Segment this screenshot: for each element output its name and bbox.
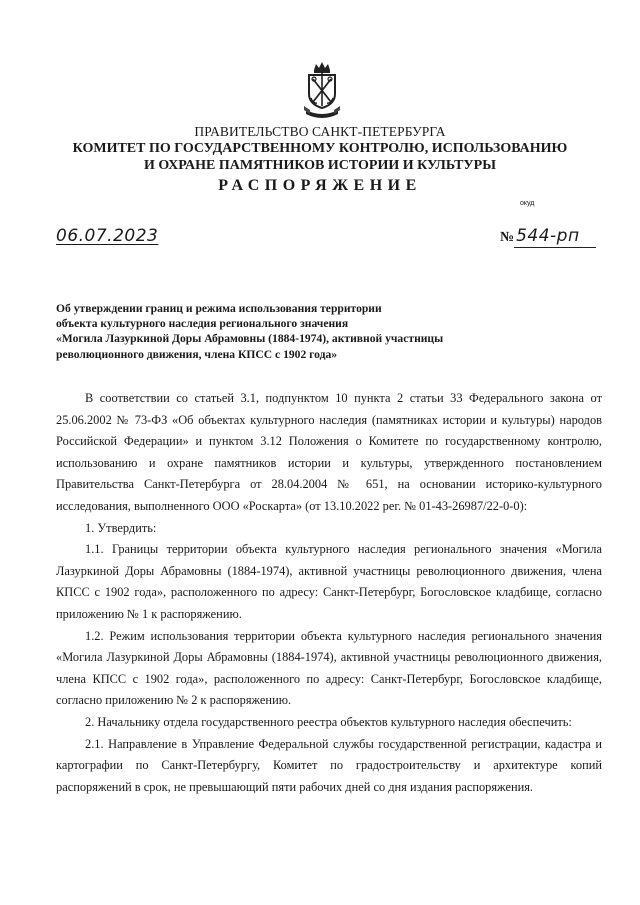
document-subject xyxy=(56,301,506,362)
okud-label: окуд xyxy=(520,200,535,207)
subject-line: объекта культурного наследия регионального значения xyxy=(56,317,349,331)
paragraph-preamble: В соответствии со статьей 3.1, подпунктом 10 пункта 2 статьи 33 Федерального закона от 25.06.2002 № 73-ФЗ «Об объектах культурного наследия (памятниках истории и культуры) народов Российской Федерации» и пунктом 3.12 Положения о Комитете по государственному контролю, использованию и охране памятников истории и культуры, утвержденного постановлением Правительства Санкт-Петербурга от 28.04.2004 № 651, на основании историко-культурного исследования, выполненного ООО «Роскарта» (от 13.10.2022 рег. № 01-43-26987/22-0-0): xyxy=(56,391,602,513)
paragraph-2: 2. Начальнику отдела государственного реестра объектов культурного наследия обеспечить: xyxy=(85,714,572,729)
document-date: 06.07.2023 xyxy=(56,226,159,246)
government-title: ПРАВИТЕЛЬСТВО САНКТ-ПЕТЕРБУРГА xyxy=(194,124,446,139)
document-type-title: РАСПОРЯЖЕНИЕ xyxy=(218,177,422,194)
subject-line: Об утверждении границ и режима использования территории xyxy=(56,302,382,315)
committee-title-line-1: КОМИТЕТ ПО ГОСУДАРСТВЕННОМУ КОНТРОЛЮ, ИСПОЛЬЗОВАНИЮ xyxy=(72,141,568,156)
paragraph-2-1: 2.1. Направление в Управление Федеральной службы государственной регистрации, кадастра и картографии по Санкт-Петербургу, Комитет по градостроительству и архитектуре копий распоряжений в срок, не превышающий пяти рабочих дней со дня издания распоряжения. xyxy=(56,736,602,794)
committee-title-line-2: И ОХРАНЕ ПАМЯТНИКОВ ИСТОРИИ И КУЛЬТУРЫ xyxy=(144,158,496,173)
coat-of-arms-icon xyxy=(302,60,342,122)
subject-line: революционного движения, члена КПСС с 1902 года» xyxy=(56,347,338,361)
paragraph-1: 1. Утвердить: xyxy=(85,520,157,535)
paragraph-1-2: 1.2. Режим использования территории объекта культурного наследия регионального значения «Могила Лазуркиной Доры Абрамовны (1884-1974), активной участницы революционного движения, члена КПСС с 1902 года», расположенного по адресу: Санкт-Петербург, Богословское кладбище, согласно приложению № 2 к распоряжению. xyxy=(56,628,602,708)
number-value: 544-рп xyxy=(514,226,596,248)
subject-line: «Могила Лазуркиной Доры Абрамовны (1884-1974), активной участницы xyxy=(56,332,444,346)
document-body xyxy=(56,388,602,798)
number-sign: № xyxy=(500,230,515,245)
paragraph-1-1: 1.1. Границы территории объекта культурного наследия регионального значения «Могила Лазуркиной Доры Абрамовны (1884-1974), активной участницы революционного движения, члена КПСС с 1902 года», расположенного по адресу: Санкт-Петербург, Богословское кладбище, согласно приложению № 1 к распоряжению. xyxy=(56,542,602,621)
document-number xyxy=(500,226,596,248)
